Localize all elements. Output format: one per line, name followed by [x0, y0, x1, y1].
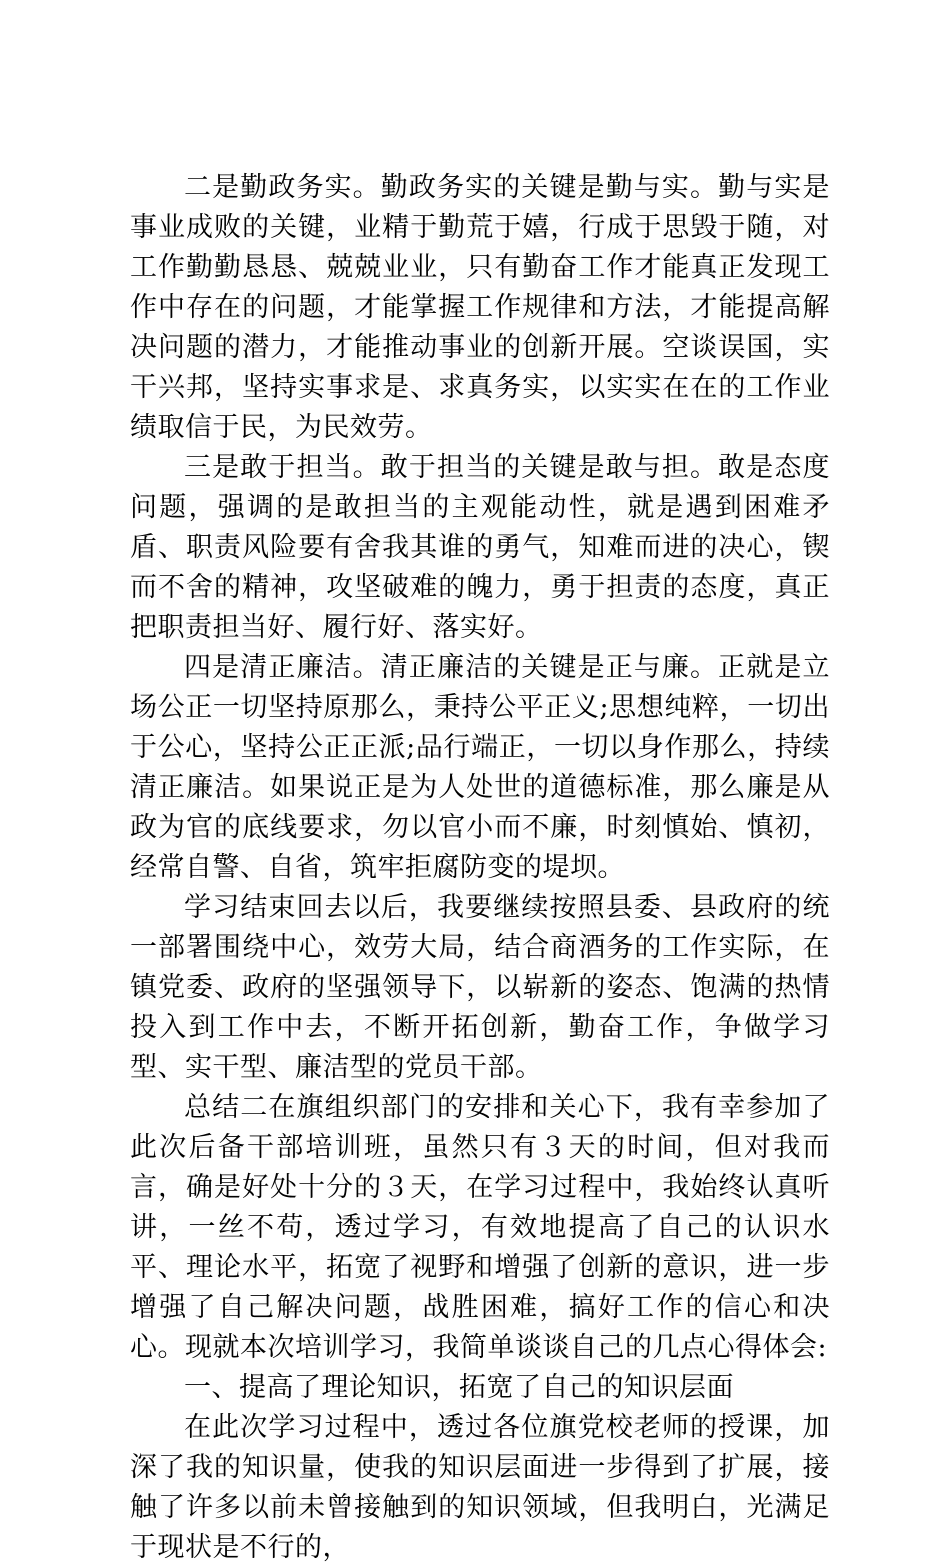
paragraph-diligence: 二是勤政务实。勤政务实的关键是勤与实。勤与实是事业成败的关键，业精于勤荒于嬉，行成于思毁于随，对工作勤勤恳恳、兢兢业业，只有勤奋工作才能真正发现工作中存在的问题，才能掌握工作规律和方法，才能提高解决问题的潜力，才能推动事业的创新开展。空谈误国，实干兴邦，坚持实事求是、求真务实，以实实在在的工作业绩取信于民，为民效劳。: [130, 172, 830, 443]
paragraph-learning-process: 在此次学习过程中，透过各位旗党校老师的授课，加深了我的知识量，使我的知识层面进一步得到了扩展，接触了许多以前未曾接触到的知识领域，但我明白，光满足于现状是不行的，: [130, 1412, 830, 1563]
paragraph-summary-two: 总结二在旗组织部门的安排和关心下，我有幸参加了此次后备干部培训班，虽然只有３天的时间，但对我而言，确是好处十分的３天，在学习过程中，我始终认真听讲，一丝不苟，透过学习，有效地提高了自己的认识水平、理论水平，拓宽了视野和增强了创新的意识，进一步增强了自己解决问题，战胜困难，搞好工作的信心和决心。现就本次培训学习，我简单谈谈自己的几点心得体会:: [130, 1092, 830, 1363]
document-body: [130, 168, 830, 1568]
paragraph-responsibility: 三是敢于担当。敢于担当的关键是敢与担。敢是态度问题，强调的是敢担当的主观能动性，就是遇到困难矛盾、职责风险要有舍我其谁的勇气，知难而进的决心，锲而不舍的精神，攻坚破难的魄力，勇于担责的态度，真正把职责担当好、履行好、落实好。: [130, 452, 830, 643]
paragraph-integrity: 四是清正廉洁。清正廉洁的关键是正与廉。正就是立场公正一切坚持原那么，秉持公平正义;思想纯粹，一切出于公心，坚持公正正派;品行端正，一切以身作那么，持续清正廉洁。如果说正是为人处世的道德标准，那么廉是从政为官的底线要求，勿以官小而不廉，时刻慎始、慎初，经常自警、自省，筑牢拒腐防变的堤坝。: [130, 652, 830, 883]
section-heading-theory: 一、提高了理论知识，拓宽了自己的知识层面: [184, 1372, 734, 1403]
paragraph-after-study: 学习结束回去以后，我要继续按照县委、县政府的统一部署围绕中心，效劳大局，结合商酒务的工作实际，在镇党委、政府的坚强领导下，以崭新的姿态、饱满的热情投入到工作中去，不断开拓创新，勤奋工作，争做学习型、实干型、廉洁型的党员干部。: [130, 892, 830, 1083]
